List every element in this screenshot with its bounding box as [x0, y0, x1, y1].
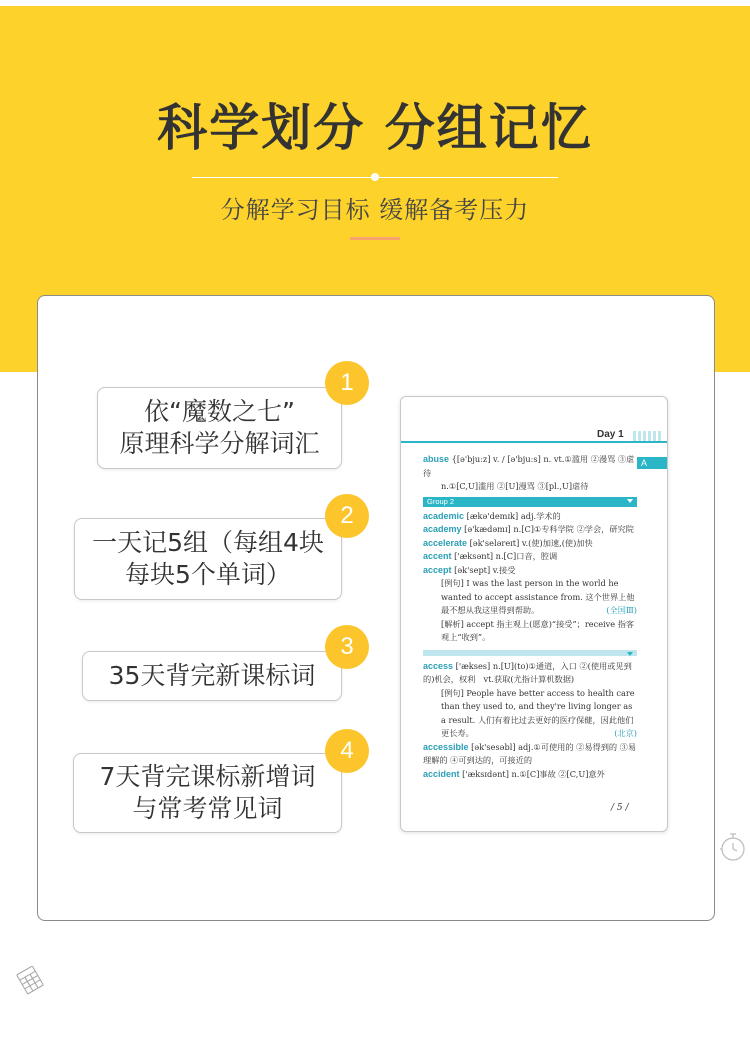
feature-box-3 — [82, 651, 342, 701]
example-source: (北京) — [614, 728, 637, 738]
headword: accent — [423, 551, 452, 561]
headword: abuse — [423, 454, 450, 464]
entry-accident — [423, 768, 637, 782]
entry-academy — [423, 523, 637, 537]
feature-2-number-badge: 2 — [325, 494, 369, 538]
stopwatch-icon — [718, 830, 748, 864]
feature-box-1 — [97, 387, 342, 469]
definition-line: n.①[C,U]滥用 ②[U]漫骂 ③[pl.,U]虐待 — [441, 481, 589, 491]
definition: n.[C]①专科学院 ②学会，研究院 — [513, 524, 634, 534]
pronunciation: [ək'seləreɪt] — [469, 537, 520, 548]
headword: accept — [423, 564, 452, 575]
entry-academic — [423, 510, 637, 524]
feature-2-line-1: 一天记5组（每组4块 — [92, 528, 324, 557]
example-source: (全国Ⅲ) — [606, 605, 637, 615]
top-white-strip — [0, 0, 750, 6]
vocabulary-entries — [423, 453, 637, 781]
subtitle-accent-line — [350, 237, 400, 240]
feature-4-line-1: 7天背完课标新增词 — [99, 762, 316, 791]
definition: v.(使)加速,(使)加快 — [521, 537, 593, 548]
entry-abuse — [423, 453, 637, 494]
definition: n.①[C]事故 ②[C,U]意外 — [511, 768, 605, 779]
definition: adj.①可使用的 ②易得到的 ③易理解的 ④可到达的，可接近的 — [423, 741, 637, 765]
usage-note: [解析] accept 指主观上(愿意)“接受”；receive 指客观上“收到”。 — [441, 618, 635, 642]
feature-1-line-2: 原理科学分解词汇 — [119, 429, 320, 458]
feature-1-line-1: 依“魔数之七” — [144, 397, 295, 426]
pronunciation: ['æksənt] — [454, 551, 494, 561]
group-heading-bar — [423, 497, 637, 507]
calculator-icon — [14, 964, 46, 996]
day-label: Day 1 — [597, 429, 624, 440]
headword: academy — [423, 524, 462, 534]
entry-accent — [423, 550, 637, 564]
feature-2-line-2: 每块5个单词） — [125, 560, 291, 589]
feature-1-number-badge: 1 — [325, 361, 369, 405]
page-subtitle: 分解学习目标 缓解备考压力 — [220, 196, 530, 224]
example-text: [例句] I was the last person in the world he wanted to accept assistance from. 这个世界上他最不想从我这里得到帮助。 — [441, 578, 635, 615]
pronunciation: [ə'kædəmɪ] — [464, 524, 511, 534]
feature-4-number-badge: 4 — [325, 729, 369, 773]
definition: vt.①滥用 ②漫骂 ③虐待 — [423, 454, 635, 478]
definition: n.[U](to)①通道，入口 ②(使用或见到的)机会，权利 vt.获取(尤指计算机数据) — [423, 660, 632, 684]
feature-box-2 — [74, 518, 342, 600]
triangle-marker-icon — [627, 652, 633, 656]
entry-accelerate — [423, 537, 637, 551]
example-text: [例句] People have better access to health care than they used to, and they're living longer as a result. 人们有着比过去更好的医疗保健，因此他们更长寿。 — [441, 687, 635, 738]
pronunciation: [ək'sept] — [454, 564, 491, 575]
pronunciation: [ək'sesəbl] — [471, 741, 516, 752]
letter-index-tab: A — [637, 457, 668, 469]
headword: accelerate — [423, 537, 468, 548]
day-header-rule — [401, 441, 668, 443]
entry-accessible — [423, 741, 637, 768]
feature-4-line-2: 与常考常见词 — [132, 794, 283, 823]
group-label: Group 2 — [427, 496, 455, 506]
pronunciation: {[ə'bjuːz] v. / [ə'bjuːs] n. — [451, 454, 552, 464]
headword: academic — [423, 510, 465, 521]
pronunciation: ['æksɪdənt] — [462, 768, 509, 779]
pronunciation: [ækə'demɪk] — [466, 510, 519, 521]
entry-accept — [423, 564, 637, 645]
feature-3-number-badge: 3 — [325, 625, 369, 669]
pronunciation: ['ækses] — [455, 660, 491, 671]
section-divider — [423, 650, 637, 656]
definition: adj.学术的 — [520, 510, 561, 521]
headword: access — [423, 660, 454, 671]
book-page-preview — [400, 396, 668, 832]
page-number: / 5 / — [611, 803, 629, 813]
example-sentence — [423, 577, 637, 618]
definition: v.接受 — [492, 564, 516, 575]
entry-access — [423, 660, 637, 741]
page-title: 科学划分 分组记忆 — [157, 99, 593, 157]
feature-3-line-1: 35天背完新课标词 — [108, 661, 316, 690]
example-sentence — [423, 687, 637, 741]
triangle-marker-icon — [627, 499, 633, 503]
headword: accident — [423, 768, 460, 779]
definition: n.[C]口音，腔调 — [495, 551, 558, 561]
day-tab-pattern — [633, 431, 663, 441]
headword: accessible — [423, 741, 469, 752]
title-divider-dot — [371, 173, 379, 181]
feature-box-4 — [73, 753, 342, 833]
